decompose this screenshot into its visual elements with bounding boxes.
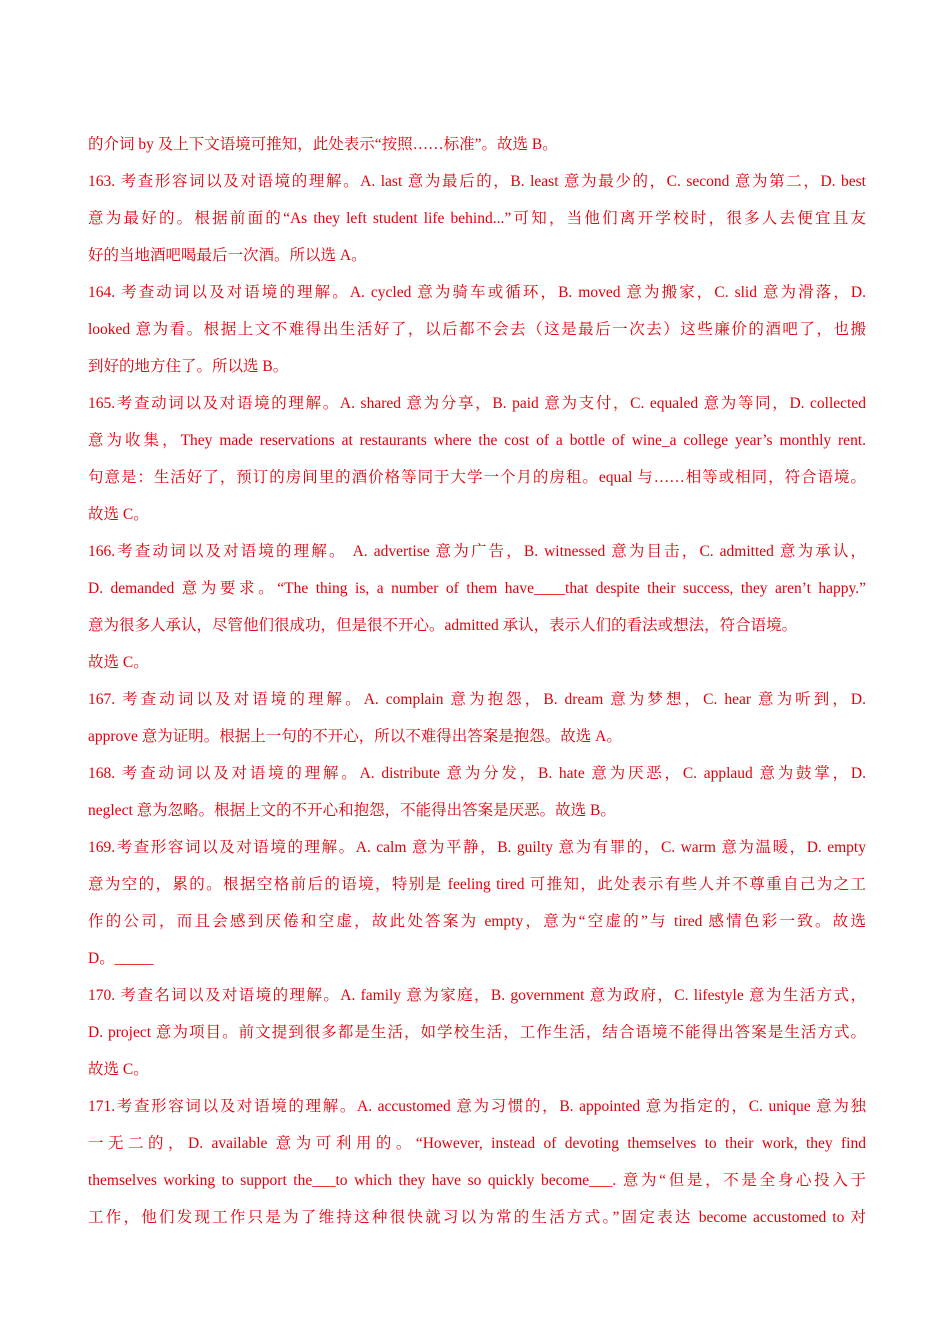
text-line: 169.考查形容词以及对语境的理解。A. calm 意为平静，B. guilty 意为有罪的，C. warm 意为温暖，D. empty bbox=[88, 839, 866, 856]
text-line: 好的当地酒吧喝最后一次酒。所以选 A。 bbox=[88, 247, 367, 264]
text-line: 一无二的，D. available 意为可利用的。“However, instead of devoting themselves to their work, they find bbox=[88, 1135, 866, 1152]
text-line: 意为空的，累的。根据空格前后的语境，特别是 feeling tired 可推知，此处表示有些人并不尊重自己为之工 bbox=[88, 876, 866, 893]
text-line: 意为收集，They made reservations at restaurants where the cost of a bottle of wine_a college year’s monthly rent. bbox=[88, 432, 866, 449]
text-line: 故选 C。 bbox=[88, 1061, 149, 1078]
text-line: approve 意为证明。根据上一句的不开心，所以不难得出答案是抱怨。故选 A。 bbox=[88, 728, 622, 745]
text-line: D. project 意为项目。前文提到很多都是生活，如学校生活，工作生活，结合语境不能得出答案是生活方式。 bbox=[88, 1024, 866, 1041]
text-line: D. demanded 意为要求。“The thing is, a number of them have____that despite their success, they aren’t happy.” bbox=[88, 580, 866, 597]
text-line: 的介词 by 及上下文语境可推知，此处表示“按照……标准”。故选 B。 bbox=[88, 136, 558, 153]
text-line: 165.考查动词以及对语境的理解。A. shared 意为分享，B. paid 意为支付，C. equaled 意为等同，D. collected bbox=[88, 395, 866, 412]
text-line: 句意是：生活好了，预订的房间里的酒价格等同于大学一个月的房租。equal 与……相等或相同，符合语境。 bbox=[88, 469, 866, 486]
text-line: 工作，他们发现工作只是为了维持这种很快就习以为常的生活方式。”固定表达 become accustomed to 对 bbox=[88, 1209, 866, 1226]
text-line: neglect 意为忽略。根据上文的不开心和抱怨，不能得出答案是厌恶。故选 B。 bbox=[88, 802, 616, 819]
text-line: D。_____ bbox=[88, 950, 154, 967]
text-line: 166.考查动词以及对语境的理解。 A. advertise 意为广告，B. witnessed 意为目击，C. admitted 意为承认， bbox=[88, 543, 866, 560]
text-line: looked 意为看。根据上文不难得出生活好了，以后都不会去（这是最后一次去）这些廉价的酒吧了，也搬 bbox=[88, 321, 866, 338]
text-line: 170. 考查名词以及对语境的理解。A. family 意为家庭，B. government 意为政府，C. lifestyle 意为生活方式， bbox=[88, 987, 866, 1004]
text-line: themselves working to support the___to which they have so quickly become___. 意为“但是，不是全身心投入于 bbox=[88, 1172, 866, 1189]
text-line: 作的公司，而且会感到厌倦和空虚，故此处答案为 empty，意为“空虚的”与 tired 感情色彩一致。故选 bbox=[88, 913, 866, 930]
text-line: 意为最好的。根据前面的“As they left student life behind...”可知，当他们离开学校时，很多人去便宜且友 bbox=[88, 210, 866, 227]
text-line: 168. 考查动词以及对语境的理解。A. distribute 意为分发，B. hate 意为厌恶，C. applaud 意为鼓掌，D. bbox=[88, 765, 866, 782]
text-line: 171.考查形容词以及对语境的理解。A. accustomed 意为习惯的，B. appointed 意为指定的，C. unique 意为独 bbox=[88, 1098, 866, 1115]
text-line: 163. 考查形容词以及对语境的理解。A. last 意为最后的，B. least 意为最少的，C. second 意为第二，D. best bbox=[88, 173, 866, 190]
text-line: 意为很多人承认，尽管他们很成功，但是很不开心。admitted 承认，表示人们的看法或想法，符合语境。 bbox=[88, 617, 798, 634]
text-line: 故选 C。 bbox=[88, 506, 149, 523]
text-line: 164. 考查动词以及对语境的理解。A. cycled 意为骑车或循环，B. moved 意为搬家，C. slid 意为滑落，D. bbox=[88, 284, 866, 301]
text-line: 到好的地方住了。所以选 B。 bbox=[88, 358, 289, 375]
text-line: 故选 C。 bbox=[88, 654, 149, 671]
text-line: 167. 考查动词以及对语境的理解。A. complain 意为抱怨，B. dream 意为梦想，C. hear 意为听到，D. bbox=[88, 691, 866, 708]
